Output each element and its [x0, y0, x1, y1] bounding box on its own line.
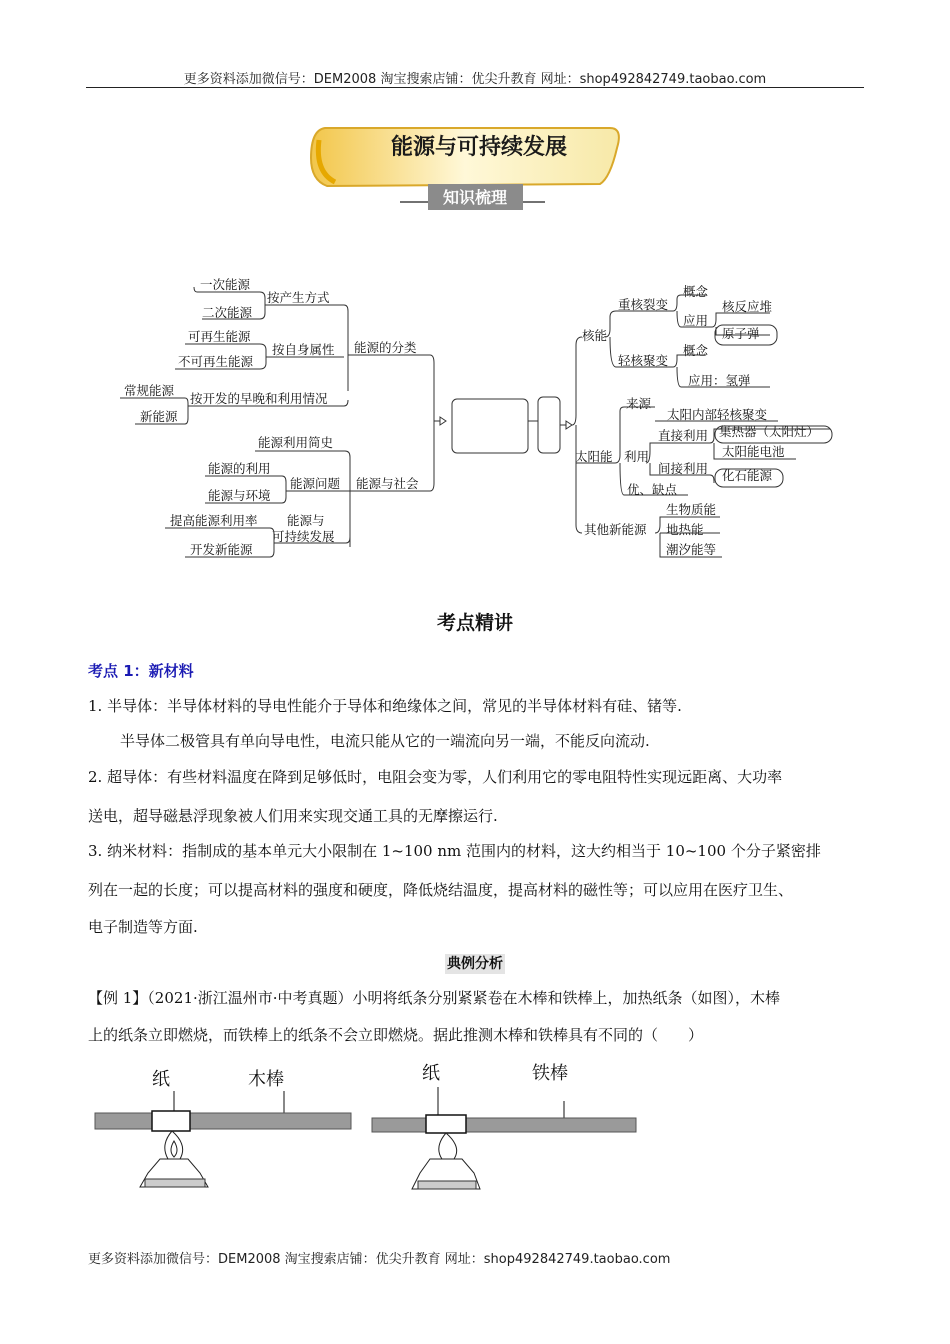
- mm-pros-cons: 优、缺点: [627, 482, 678, 497]
- mm-fission: 重核裂变: [618, 297, 669, 312]
- mm-conventional: 常规能源: [124, 383, 175, 398]
- mm-application1: 应用: [683, 313, 709, 328]
- mm-energy-problem: 能源问题: [290, 476, 341, 491]
- mm-secondary: 二次能源: [202, 305, 253, 320]
- mm-efficiency: 提高能源利用率: [170, 513, 258, 528]
- para-nano-2: 列在一起的长度；可以提高材料的强度和硬度，降低烧结温度，提高材料的磁性等；可以应用在医疗卫生、: [88, 881, 794, 899]
- mm-new-energy: 新能源: [140, 409, 178, 424]
- mm-by-origin: 按产生方式: [267, 290, 330, 305]
- mm-source: 来源: [626, 396, 652, 411]
- para-nano-1: 3. 纳米材料：指制成的基本单元大小限制在 1~100 nm 范围内的材料，这大约相当于 10~100 个分子紧密排: [88, 842, 821, 860]
- mm-nuclear: 核能: [582, 328, 608, 343]
- mm-hbomb: 应用：氢弹: [688, 373, 751, 388]
- mm-environment: 能源与环境: [208, 488, 271, 503]
- fig-paper-label-1: 纸: [152, 1069, 170, 1090]
- mm-nonrenewable: 不可再生能源: [178, 354, 254, 369]
- mm-bomb: 原子弹: [722, 326, 760, 341]
- fig-iron-label: 铁棒: [532, 1063, 568, 1084]
- mm-use: 利用: [624, 449, 650, 464]
- mm-by-develop: 按开发的早晚和利用情况: [190, 391, 328, 406]
- mm-society: 能源与社会: [356, 476, 419, 491]
- mm-fusion: 轻核聚变: [618, 353, 669, 368]
- para-superconductor-1: 2. 超导体：有些材料温度在降到足够低时，电阻会变为零，人们利用它的零电阻特性实现远距离、大功率: [88, 768, 783, 786]
- point1-title-text: 考点 1：新材料: [88, 662, 194, 680]
- page-footer: 更多资料添加微信号：DEM2008 淘宝搜索店铺：优尖升教育 网址：shop492842749.taobao.com: [88, 1252, 671, 1267]
- fig-paper-label-2: 纸: [422, 1063, 440, 1084]
- mm-by-renew: 按自身属性: [272, 342, 335, 357]
- mm-collector: 集热器（太阳灶）: [719, 424, 820, 439]
- section-title: 考点精讲: [436, 612, 513, 634]
- para-diode: 半导体二极管具有单向导电性，电流只能从它的一端流向另一端，不能反向流动.: [120, 732, 650, 750]
- page-header: 更多资料添加微信号：DEM2008 淘宝搜索店铺：优尖升教育 网址：shop492842749.taobao.com: [183, 72, 767, 87]
- mm-sun-fusion: 太阳内部轻核聚变: [667, 407, 768, 422]
- mm-solar: 太阳能: [575, 449, 613, 464]
- mm-direct: 直接利用: [658, 428, 709, 443]
- title-banner: [305, 120, 625, 215]
- mm-utilization: 能源的利用: [208, 461, 271, 476]
- mm-primary: 一次能源: [200, 277, 251, 292]
- mm-other-new: 其他新能源: [584, 522, 647, 537]
- mm-tidal: 潮汐能等: [666, 542, 717, 557]
- para-nano-3: 电子制造等方面.: [88, 918, 198, 936]
- mm-develop-new: 开发新能源: [190, 542, 253, 557]
- knowledge-mindmap: [110, 275, 850, 575]
- mm-sustain-1: 能源与: [287, 513, 325, 528]
- banner-subtitle: 知识梳理: [442, 188, 508, 207]
- mm-biomass: 生物质能: [666, 502, 717, 517]
- experiment-figure: [90, 1055, 650, 1215]
- para-semiconductor: 1. 半导体：半导体材料的导电性能介于导体和绝缘体之间，常见的半导体材料有硅、锗等.: [88, 697, 682, 715]
- banner-title: 能源与可持续发展: [390, 135, 568, 160]
- mm-solar-cell: 太阳能电池: [722, 444, 785, 459]
- example-line-2: 上的纸条立即燃烧，而铁棒上的纸条不会立即燃烧。据此推测木棒和铁棒具有不同的（ ）: [88, 1026, 704, 1044]
- example-heading-wrap: [0, 953, 950, 973]
- mm-classification: 能源的分类: [354, 340, 417, 355]
- mm-reactor: 核反应堆: [722, 299, 773, 314]
- header-divider: [86, 87, 864, 88]
- example-heading: 典例分析: [447, 956, 503, 972]
- mm-history: 能源利用简史: [258, 435, 334, 450]
- mm-renewable: 可再生能源: [188, 329, 251, 344]
- mm-concept1: 概念: [683, 284, 709, 299]
- mm-concept2: 概念: [683, 343, 709, 358]
- mm-fossil: 化石能源: [722, 468, 773, 483]
- mm-sustain-2: 可持续发展: [272, 529, 335, 544]
- point1-title: [88, 654, 868, 689]
- fig-wood-label: 木棒: [248, 1069, 284, 1090]
- example-line-1: 【例 1】（2021·浙江温州市·中考真题）小明将纸条分别紧紧卷在木棒和铁棒上，加热纸条（如图），木棒: [88, 989, 781, 1007]
- mm-geothermal: 地热能: [666, 522, 704, 537]
- para-superconductor-2: 送电，超导磁悬浮现象被人们用来实现交通工具的无摩擦运行.: [88, 807, 498, 825]
- mm-indirect: 间接利用: [658, 461, 709, 476]
